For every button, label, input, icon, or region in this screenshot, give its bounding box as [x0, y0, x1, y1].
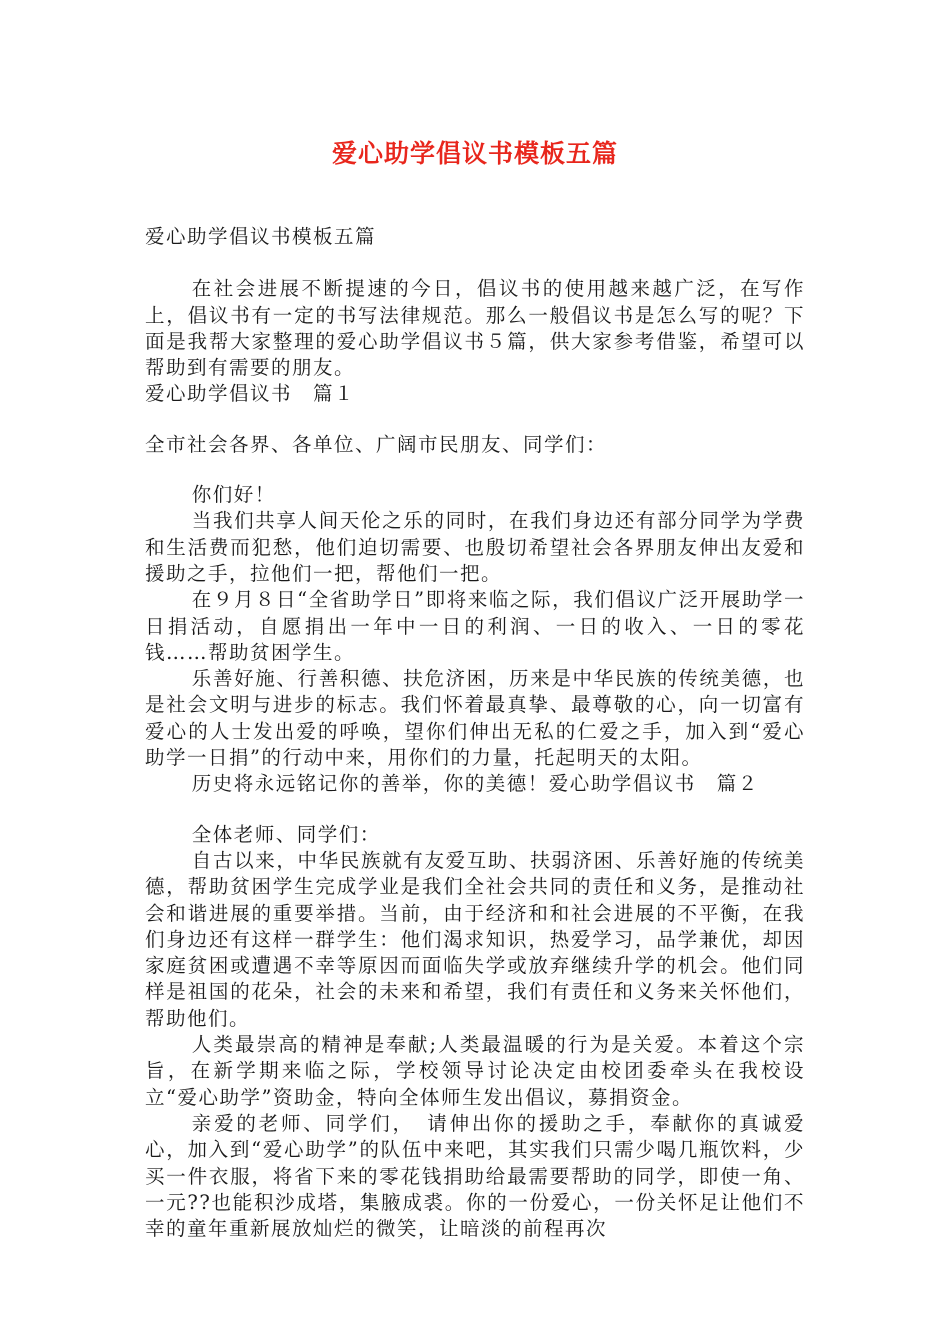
body-paragraph: 人类最崇高的精神是奉献;人类最温暖的行为是关爱。本着这个宗旨，在新学期来临之际，学校领导讨论决定由校团委牵头在我校设立“爱心助学”资助金，特向全体师生发出倡议，募捐资金。 — [145, 1033, 805, 1109]
body-paragraph: 亲爱的老师、同学们， 请伸出你的援助之手，奉献你的真诚爱心，加入到“爱心助学”的队伍中来吧，其实我们只需少喝几瓶饮料，少买一件衣服，将省下来的零花钱捐助给最需要帮助的同学，即使一角、一元??也能积沙成塔，集腋成裘。你的一份爱心，一份关怀足让他们不幸的童年重新展放灿烂的微笑，让暗淡的前程再次 — [145, 1111, 805, 1241]
section-heading-1: 爱心助学倡议书 篇１ — [145, 382, 356, 406]
salutation: 全市社会各界、各单位、广阔市民朋友、同学们： — [145, 432, 608, 456]
salutation: 全体老师、同学们： — [191, 822, 381, 846]
body-paragraph: 在９月８日“全省助学日”即将来临之际，我们倡议广泛开展助学一日捐活动，自愿捐出一年中一日的利润、一日的收入、一日的零花钱……帮助贫困学生。 — [145, 588, 805, 664]
body-paragraph: 乐善好施、行善积德、扶危济困，历来是中华民族的传统美德，也是社会文明与进步的标志。我们怀着最真挚、最尊敬的心，向一切富有爱心的人士发出爱的呼唤，望你们伸出无私的仁爱之手，加入到“爱心助学一日捐”的行动中来，用你们的力量，托起明天的太阳。 — [145, 667, 805, 770]
body-paragraph: 自古以来，中华民族就有友爱互助、扶弱济困、乐善好施的传统美德，帮助贫困学生完成学业是我们全社会共同的责任和义务，是推动社会和谐进展的重要举措。当前，由于经济和和社会进展的不平衡，在我们身边还有这样一群学生：他们渴求知识，热爱学习，品学兼优，却因家庭贫困或遭遇不幸等原因而面临失学或放弃继续升学的机会。他们同样是祖国的花朵，社会的未来和希望，我们有责任和义务来关怀他们，帮助他们。 — [145, 848, 805, 1030]
document-title: 爱心助学倡议书模板五篇 — [331, 139, 618, 168]
document-body — [145, 224, 805, 1242]
body-paragraph: 历史将永远铭记你的善举，你的美德！爱心助学倡议书 篇２ — [191, 772, 759, 796]
greeting: 你们好！ — [191, 483, 276, 507]
body-paragraph: 当我们共享人间天伦之乐的同时，在我们身边还有部分同学为学费和生活费而犯愁，他们迫切需要、也殷切希望社会各界朋友伸出友爱和援助之手，拉他们一把，帮他们一把。 — [145, 509, 805, 585]
intro-paragraph: 在社会进展不断提速的今日，倡议书的使用越来越广泛，在写作上，倡议书有一定的书写法律规范。那么一般倡议书是怎么写的呢？下面是我帮大家整理的爱心助学倡议书５篇，供大家参考借鉴，希望可以帮助到有需要的朋友。 — [145, 277, 805, 380]
subtitle-line: 爱心助学倡议书模板五篇 — [145, 225, 377, 248]
